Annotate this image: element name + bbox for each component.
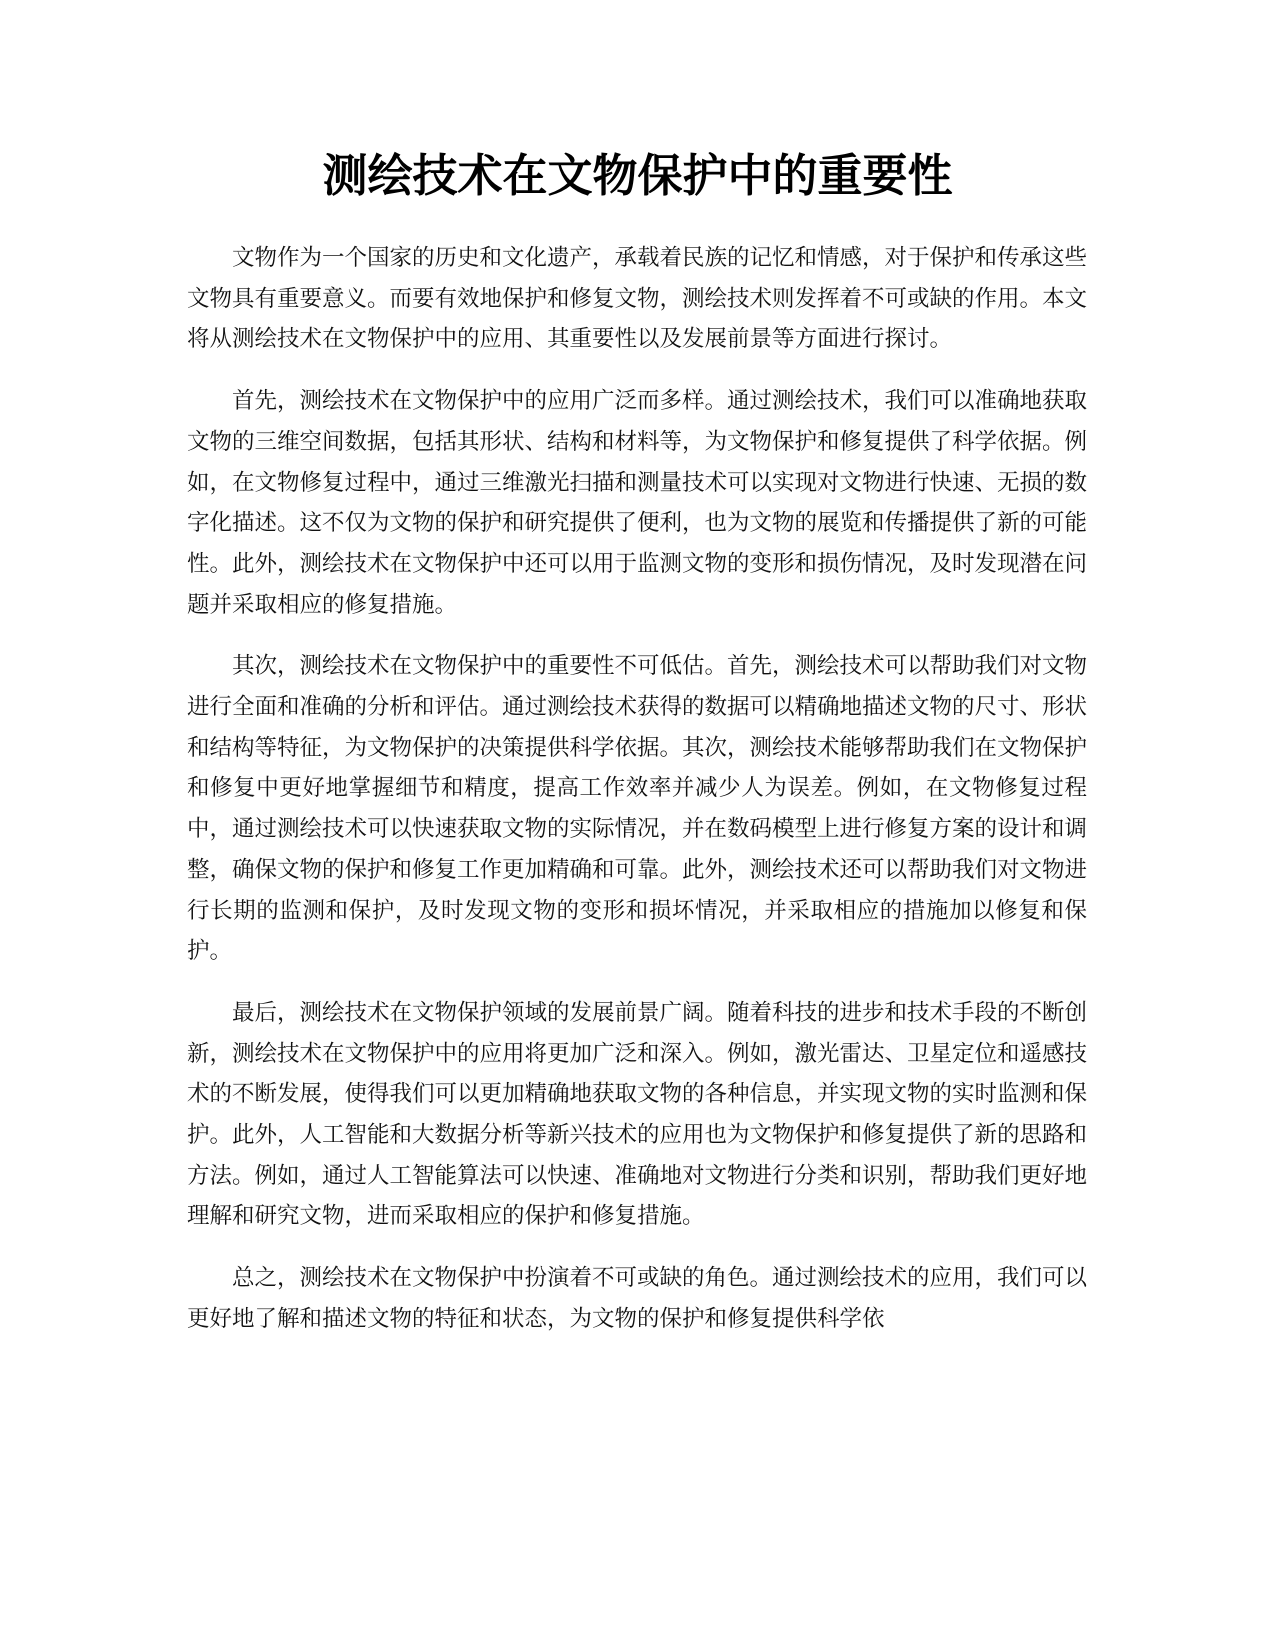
paragraph-conclusion: 总之，测绘技术在文物保护中扮演着不可或缺的角色。通过测绘技术的应用，我们可以更好地了解和描述文物的特征和状态，为文物的保护和修复提供科学依 <box>187 1265 1088 1332</box>
document-title: 测绘技术在文物保护中的重要性 <box>322 149 953 202</box>
paragraph-intro: 文物作为一个国家的历史和文化遗产，承载着民族的记忆和情感，对于保护和传承这些文物具有重要意义。而要有效地保护和修复文物，测绘技术则发挥着不可或缺的作用。本文将从测绘技术在文物保护中的应用、其重要性以及发展前景等方面进行探讨。 <box>187 245 1088 353</box>
document-body <box>187 238 1087 1361</box>
paragraph-applications: 首先，测绘技术在文物保护中的应用广泛而多样。通过测绘技术，我们可以准确地获取文物的三维空间数据，包括其形状、结构和材料等，为文物保护和修复提供了科学依据。例如，在文物修复过程中，通过三维激光扫描和测量技术可以实现对文物进行快速、无损的数字化描述。这不仅为文物的保护和研究提供了便利，也为文物的展览和传播提供了新的可能性。此外，测绘技术在文物保护中还可以用于监测文物的变形和损伤情况，及时发现潜在问题并采取相应的修复措施。 <box>187 388 1088 618</box>
paragraph-prospects: 最后，测绘技术在文物保护领域的发展前景广阔。随着科技的进步和技术手段的不断创新，测绘技术在文物保护中的应用将更加广泛和深入。例如，激光雷达、卫星定位和遥感技术的不断发展，使得我们可以更加精确地获取文物的各种信息，并实现文物的实时监测和保护。此外，人工智能和大数据分析等新兴技术的应用也为文物保护和修复提供了新的思路和方法。例如，通过人工智能算法可以快速、准确地对文物进行分类和识别，帮助我们更好地理解和研究文物，进而采取相应的保护和修复措施。 <box>187 999 1088 1230</box>
paragraph-importance: 其次，测绘技术在文物保护中的重要性不可低估。首先，测绘技术可以帮助我们对文物进行全面和准确的分析和评估。通过测绘技术获得的数据可以精确地描述文物的尺寸、形状和结构等特征，为文物保护的决策提供科学依据。其次，测绘技术能够帮助我们在文物保护和修复中更好地掌握细节和精度，提高工作效率并减少人为误差。例如，在文物修复过程中，通过测绘技术可以快速获取文物的实际情况，并在数码模型上进行修复方案的设计和调整，确保文物的保护和修复工作更加精确和可靠。此外，测绘技术还可以帮助我们对文物进行长期的监测和保护，及时发现文物的变形和损坏情况，并采取相应的措施加以修复和保护。 <box>187 653 1088 965</box>
